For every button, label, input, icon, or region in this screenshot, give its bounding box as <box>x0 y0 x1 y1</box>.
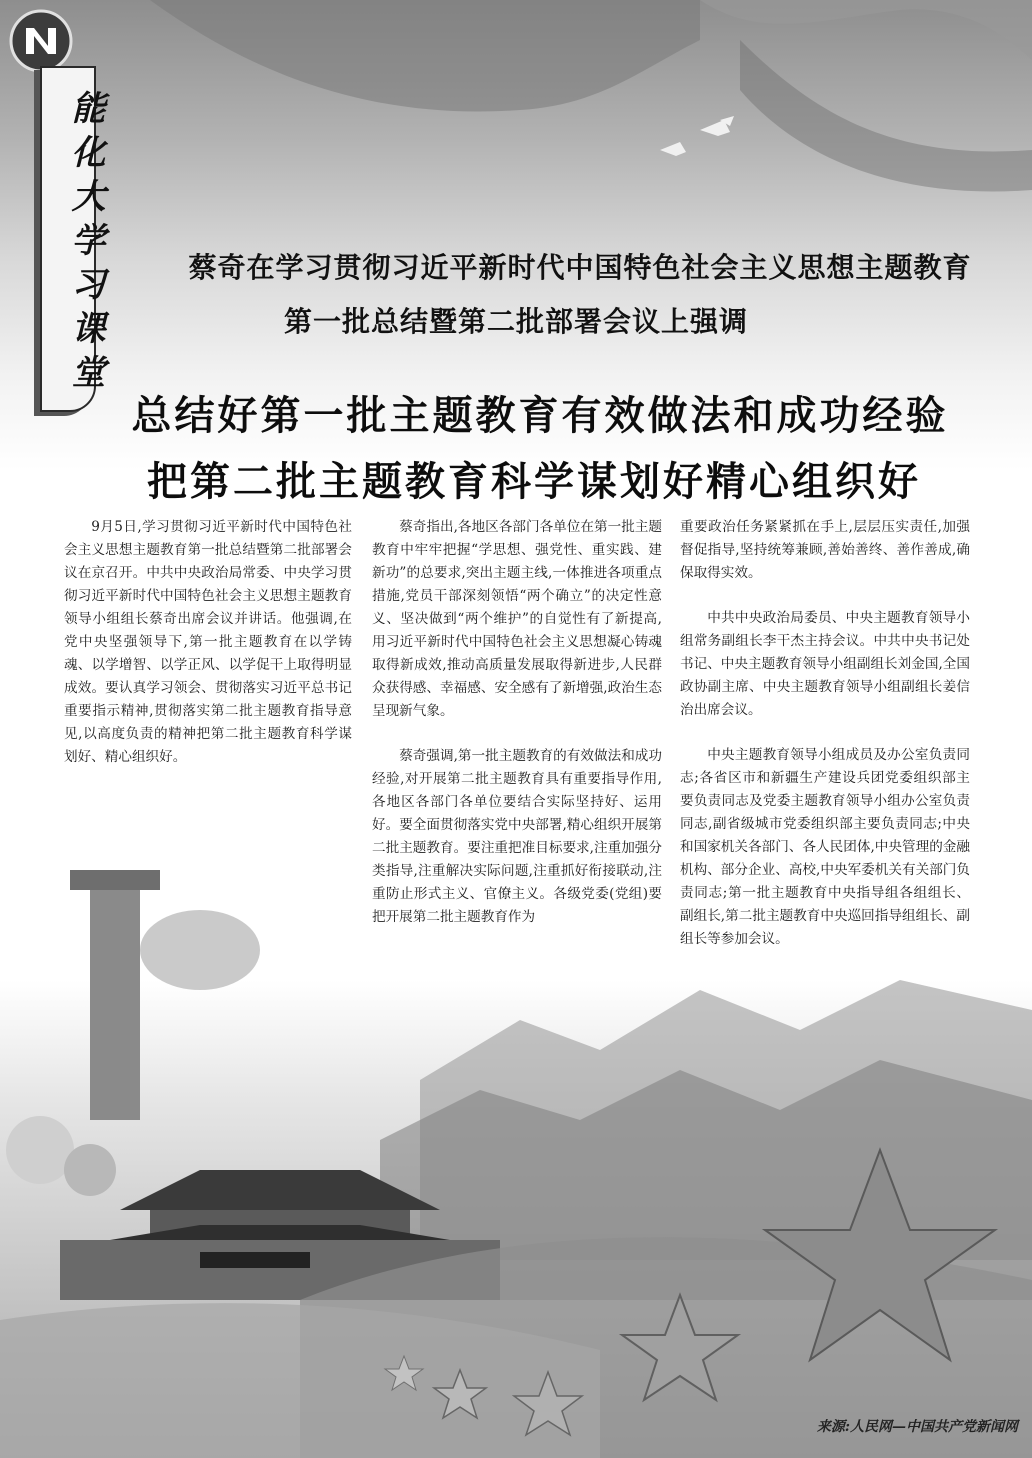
kicker-line-1: 蔡奇在学习贯彻习近平新时代中国特色社会主义思想主题教育 <box>188 251 972 284</box>
pillar-cap <box>70 870 160 890</box>
article-column-3 <box>680 516 970 973</box>
pillar-shape <box>90 880 140 1120</box>
headline-line-2: 把第二批主题教育科学谋划好精心组织好 <box>147 459 921 505</box>
paragraph: 中央主题教育领导小组成员及办公室负责同志;各省区市和新疆生产建设兵团党委组织部主要负责同志及党委主题教育领导小组办公室负责同志,副省级城市党委组织部主要负责同志;中央和国家机关各部门、各人民团体,中央管理的金融机构、部分企业、高校,中央军委机关有关部门负责同志;第一批主题教育中央指导组各组组长、副组长,第二批主题教育中央巡回指导组组长、副组长等参加会议。 <box>680 747 970 947</box>
kicker-line-2: 第一批总结暨第二批部署会议上强调 <box>283 305 748 338</box>
column-name: 能化大学习课堂 <box>65 90 105 398</box>
article-column-1 <box>64 516 352 791</box>
flower-icon <box>6 1116 74 1184</box>
doves-icon <box>660 116 734 156</box>
source-credit: 来源:人民网—中国共产党新闻网 <box>816 1419 1018 1435</box>
paragraph: 9月5日,学习贯彻习近平新时代中国特色社会主义思想主题教育第一批总结暨第二批部署会议在京召开。中共中央政治局常委、中央学习贯彻习近平新时代中国特色社会主义思想主题教育领导小组组长蔡奇出席会议并讲话。他强调,在党中央坚强领导下,第一批主题教育在以学铸魂、以学增智、以学正风、以学促干上取得明显成效。要认真学习领会、贯彻落实习近平总书记重要指示精神,贯彻落实第二批主题教育指导意见,以高度负责的精神把第二批主题教育科学谋划好、精心组织好。 <box>64 519 352 765</box>
paragraph: 蔡奇指出,各地区各部门各单位在第一批主题教育中牢牢把握“学思想、强党性、重实践、建新功”的总要求,突出主题主线,一体推进各项重点措施,党员干部深刻领悟“两个确立”的决定性意义、坚决做到“两个维护”的自觉性有了新提高,用习近平新时代中国特色社会主义思想凝心铸魂取得新成效,推动高质量发展取得新进步,人民群众获得感、幸福感、安全感有了新增强,政治生态呈现新气象。 <box>372 519 662 719</box>
logo-icon <box>8 8 74 74</box>
article-column-2 <box>372 516 662 951</box>
cloud-shape <box>140 910 260 990</box>
ribbon-shape <box>150 0 700 112</box>
paragraph: 蔡奇强调,第一批主题教育的有效做法和成功经验,对开展第二批主题教育具有重要指导作用,各地区各部门各单位要结合实际坚持好、运用好。要全面贯彻落实党中央部署,精心组织开展第二批主题教育。要注重把准目标要求,注重加强分类指导,注重解决实际问题,注重抓好衔接联动,注重防止形式主义、官僚主义。各级党委(党组)要把开展第二批主题教育作为 <box>372 748 662 925</box>
flag-fold-shape <box>740 40 1032 192</box>
paragraph: 重要政治任务紧紧抓在手上,层层压实责任,加强督促指导,坚持统筹兼顾,善始善终、善作善成,确保取得实效。 <box>680 519 970 581</box>
headline-line-1: 总结好第一批主题教育有效做法和成功经验 <box>131 393 949 439</box>
paragraph: 中共中央政治局委员、中央主题教育领导小组常务副组长李干杰主持会议。中共中央书记处书记、中央主题教育领导小组副组长刘金国,全国政协副主席、中央主题教育领导小组副组长姜信治出席会议。 <box>680 610 970 718</box>
column-name-tag <box>40 66 105 412</box>
flower-icon <box>64 1144 116 1196</box>
